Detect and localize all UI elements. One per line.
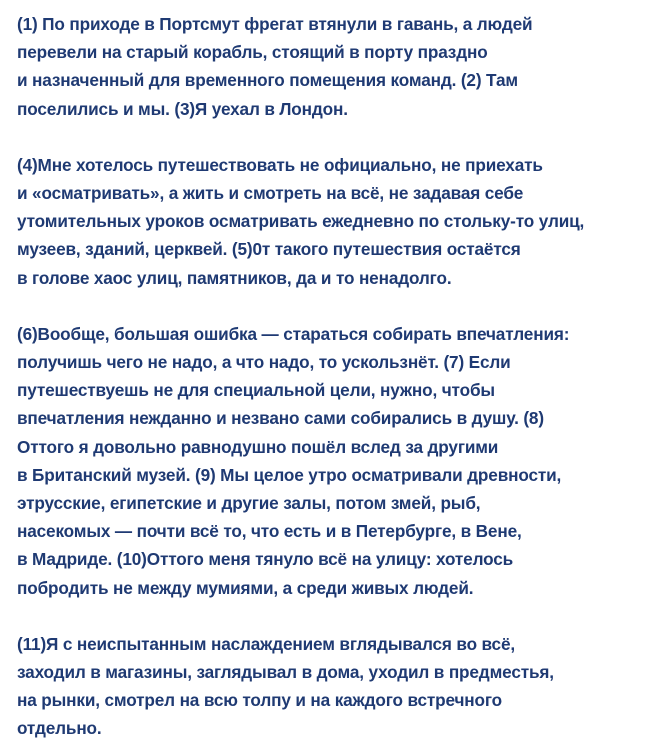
text-line: (6)Вообще, большая ошибка — стараться собирать впечатления:	[17, 323, 570, 344]
text-line: впечатления нежданно и незвано сами собирались в душу. (8)	[17, 408, 544, 429]
text-line: (4)Мне хотелось путешествовать не официально, не приехать	[17, 154, 543, 175]
paragraph-3	[17, 320, 655, 602]
text-line: утомительных уроков осматривать ежедневно по стольку-то улиц,	[17, 211, 585, 232]
text-line: этрусские, египетские и другие залы, потом змей, рыб,	[17, 493, 481, 514]
text-line: в Британский музей. (9) Мы целое утро осматривали древности,	[17, 464, 562, 485]
text-line: на рынки, смотрел на всю толпу и на каждого встречного	[17, 690, 502, 711]
text-line: (11)Я с неиспытанным наслаждением вглядывался во всё,	[17, 633, 515, 654]
text-line: перевели на старый корабль, стоящий в порту праздно	[17, 42, 488, 63]
text-line: музеев, зданий, церквей. (5)0т такого путешествия остаётся	[17, 239, 521, 260]
paragraph-4	[17, 630, 655, 743]
text-line: побродить не между мумиями, а среди живых людей.	[17, 577, 474, 598]
text-line: Оттого я довольно равнодушно пошёл вслед за другими	[17, 436, 499, 457]
text-line: и «осматривать», а жить и смотреть на всё, не задавая себе	[17, 183, 524, 204]
text-line: поселились и мы. (3)Я уехал в Лондон.	[17, 98, 348, 119]
text-line: путешествуешь не для специальной цели, нужно, чтобы	[17, 380, 495, 401]
text-line: насекомых — почти всё то, что есть и в Петербурге, в Вене,	[17, 521, 522, 542]
text-line: отдельно.	[17, 718, 102, 739]
text-line: получишь чего не надо, а что надо, то ускользнёт. (7) Если	[17, 352, 511, 373]
text-line: и назначенный для временного помещения команд. (2) Там	[17, 70, 518, 91]
paragraph-2	[17, 151, 655, 292]
text-line: в голове хаос улиц, памятников, да и то ненадолго.	[17, 267, 452, 288]
text-line: заходил в магазины, заглядывал в дома, уходил в предместья,	[17, 662, 554, 683]
text-line: (1) По приходе в Портсмут фрегат втянули в гавань, а людей	[17, 14, 533, 34]
text-line: в Мадриде. (10)Оттого меня тянуло всё на улицу: хотелось	[17, 549, 514, 570]
paragraph-1	[17, 10, 655, 123]
